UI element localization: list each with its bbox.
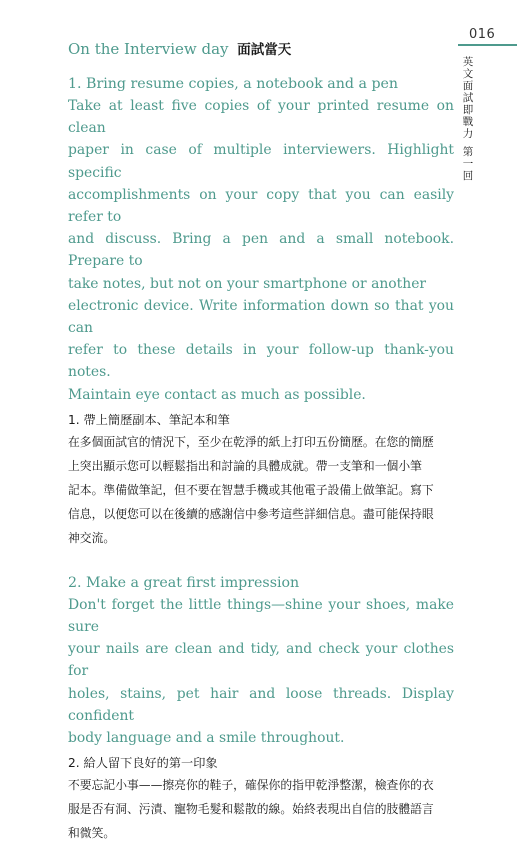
side-title-char: 戰 <box>462 116 474 128</box>
side-title-char: 即 <box>462 104 474 116</box>
en-line: holes, stains, pet hair and loose threads. Display confident <box>68 685 454 724</box>
section-1-en-title: 1. Bring resume copies, a notebook and a pen <box>68 76 399 92</box>
side-title-char: 英 <box>462 56 474 68</box>
section-1-zh-body <box>68 430 454 550</box>
en-line: Take at least five copies of your printed resume on clean <box>68 98 454 137</box>
zh-line: 上突出顯示您可以輕鬆指出和討論的具體成就。帶一支筆和一個小筆 <box>68 458 422 473</box>
en-line: take notes, but not on your smartphone or another <box>68 275 427 292</box>
side-book-title <box>461 56 475 140</box>
en-line: and discuss. Bring a pen and a small notebook. Prepare to <box>68 231 454 270</box>
section-2-en-title: 2. Make a great first impression <box>68 574 300 591</box>
en-line: Maintain eye contact as much as possible. <box>68 386 366 403</box>
zh-line: 服是否有洞、污漬、寵物毛髮和鬆散的線。始終表現出自信的肢體語言 <box>68 802 434 817</box>
en-line: electronic device. Write information down so that you can <box>68 297 454 337</box>
section-1-en-body <box>68 95 454 406</box>
en-line: accomplishments on your copy that you can easily refer to <box>68 186 454 226</box>
en-line: Don't forget the little things—shine your shoes, make sure <box>68 596 454 636</box>
section-2-zh-title: 2. 給人留下良好的第一印象 <box>68 756 218 771</box>
en-line: paper in case of multiple interviewers. Highlight specific <box>68 142 454 181</box>
page-number: 016 <box>469 27 496 42</box>
section-2 <box>68 572 454 845</box>
section-1-zh-title: 1. 帶上簡歷副本、筆記本和筆 <box>68 412 230 427</box>
en-line: refer to these details in your follow-up thank-you notes. <box>68 342 454 381</box>
side-title-char: 文 <box>462 68 474 80</box>
section-1 <box>68 73 454 550</box>
zh-line: 和微笑。 <box>68 826 116 841</box>
side-chapter-char: 回 <box>462 170 474 182</box>
section-2-zh-body <box>68 773 454 845</box>
en-line: body language and a smile throughout. <box>68 730 345 747</box>
page-heading-en: On the Interview day <box>68 40 229 58</box>
zh-line: 神交流。 <box>68 530 116 545</box>
page-number-rule <box>458 44 517 46</box>
page-heading <box>68 38 454 61</box>
side-title-char: 試 <box>462 92 474 104</box>
zh-line: 記本。準備做筆記，但不要在智慧手機或其他電子設備上做筆記。寫下 <box>68 482 434 497</box>
zh-line: 不要忘記小事——擦亮你的鞋子，確保你的指甲乾淨整潔，檢查你的衣 <box>68 778 434 793</box>
en-line: your nails are clean and tidy, and check your clothes for <box>68 641 454 680</box>
side-title-char: 力 <box>462 128 474 140</box>
side-chapter-char: 一 <box>462 158 474 170</box>
side-title-char: 面 <box>462 80 474 92</box>
page-content <box>68 38 454 845</box>
section-2-en-body <box>68 594 454 749</box>
side-chapter-char: 第 <box>462 146 474 158</box>
page-heading-zh: 面試當天 <box>237 42 292 58</box>
zh-line: 信息，以便您可以在後續的感謝信中參考這些詳細信息。盡可能保持眼 <box>68 506 434 521</box>
zh-line: 在多個面試官的情況下，至少在乾淨的紙上打印五份簡歷。在您的簡歷 <box>68 434 434 449</box>
section-gap <box>68 550 454 572</box>
side-chapter-label <box>461 146 475 182</box>
